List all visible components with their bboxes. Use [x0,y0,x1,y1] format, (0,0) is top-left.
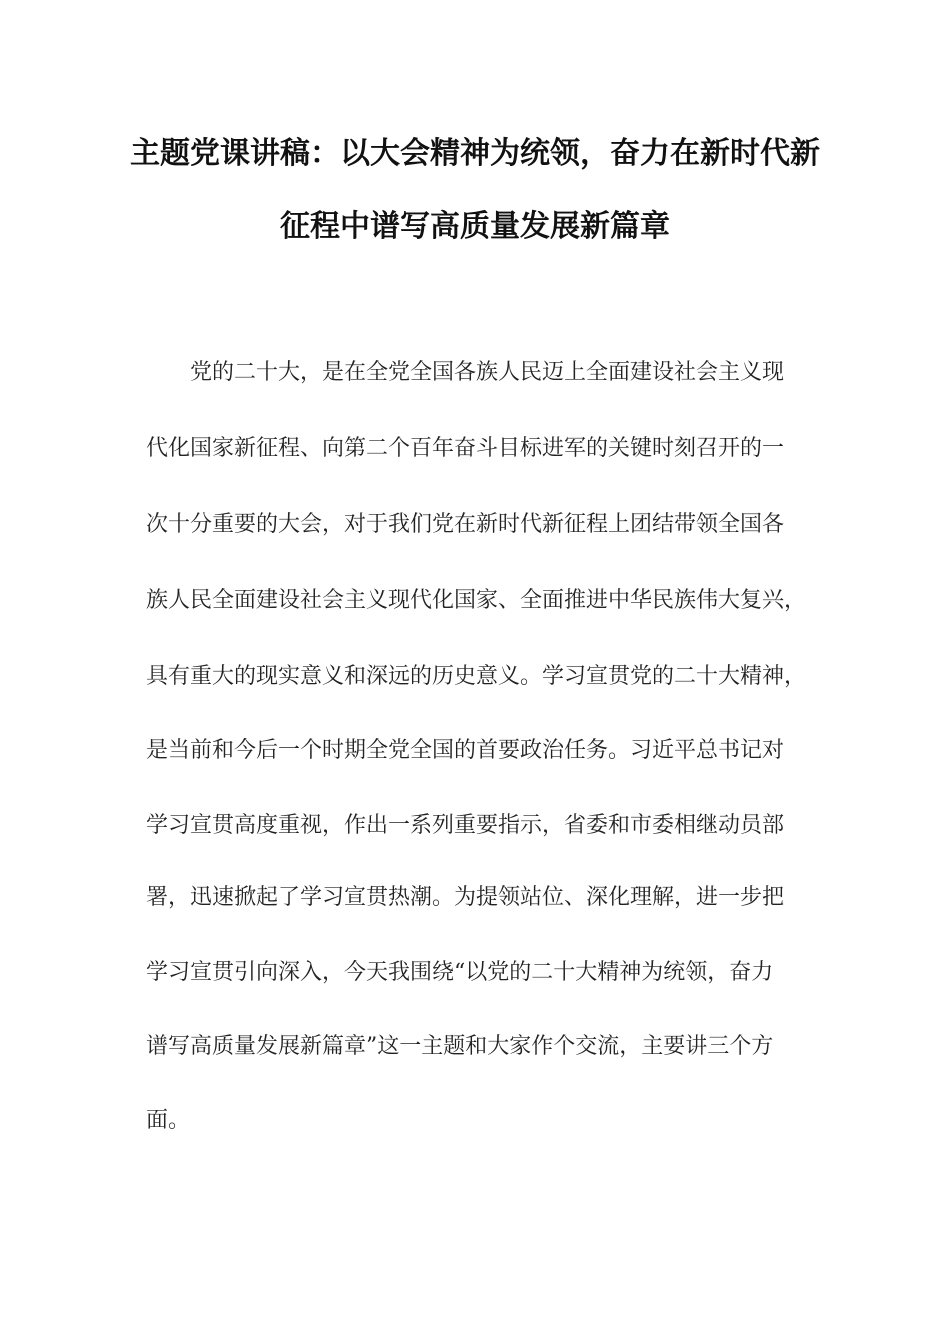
body-line-9: 学习宣贯引向深入，今天我围绕“以党的二十大精神为统领，奋力 [146,960,774,985]
body-line-7: 学习宣贯高度重视，作出一系列重要指示，省委和市委相继动员部 [146,813,785,838]
body-line-1: 党的二十大，是在全党全国各族人民迈上全面建设社会主义现 [190,360,785,385]
body-line-2: 代化国家新征程、向第二个百年奋斗目标进军的关键时刻召开的一 [146,436,785,461]
body-line-5: 具有重大的现实意义和深远的历史意义。学习宣贯党的二十大精神， [146,664,807,689]
body-line-11: 面。 [146,1108,191,1133]
document-title-line-2: 征程中谱写高质量发展新篇章 [280,209,670,244]
body-line-3: 次十分重要的大会，对于我们党在新时代新征程上团结带领全国各 [146,512,785,537]
body-line-6: 是当前和今后一个时期全党全国的首要政治任务。习近平总书记对 [146,738,785,763]
document-title-line-1: 主题党课讲稿：以大会精神为统领，奋力在新时代新 [130,136,820,171]
body-line-4: 族人民全面建设社会主义现代化国家、全面推进中华民族伟大复兴， [146,588,807,613]
body-line-10: 谱写高质量发展新篇章”这一主题和大家作个交流，主要讲三个方 [146,1034,774,1059]
body-line-8: 署，迅速掀起了学习宣贯热潮。为提领站位、深化理解，进一步把 [146,885,785,910]
